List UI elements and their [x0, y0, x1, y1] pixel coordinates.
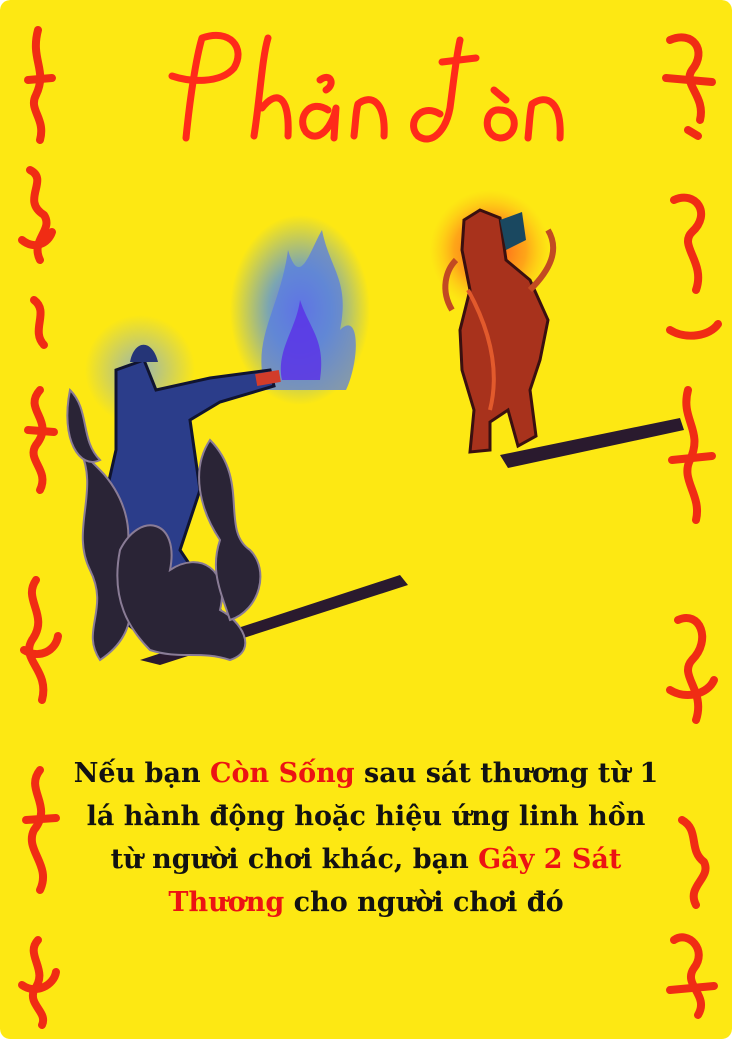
rules-text: [70, 752, 662, 924]
card-title: [150, 18, 580, 168]
rune-6: [32, 770, 43, 890]
red-warrior-figure: [430, 190, 553, 452]
keyword-alive: Còn Sống: [210, 758, 355, 789]
rules-part-2: sau sát thương từ 1 lá hành động hoặc hiệu ứng linh hồn từ người chơi khác, bạn: [86, 758, 659, 875]
rune-1: [34, 30, 41, 140]
rune-12: [682, 820, 706, 905]
card-artwork: [60, 190, 700, 680]
rune-13: [674, 937, 701, 1015]
rune-5: [29, 580, 43, 700]
rune-7: [33, 940, 43, 1025]
keyword-deal-damage: Gây 2 Sát Thương: [168, 844, 622, 918]
rune-4: [34, 390, 43, 490]
rules-part-1: Nếu bạn: [73, 758, 211, 789]
rune-3: [34, 300, 44, 345]
rules-part-3: cho người chơi đó: [284, 887, 564, 918]
